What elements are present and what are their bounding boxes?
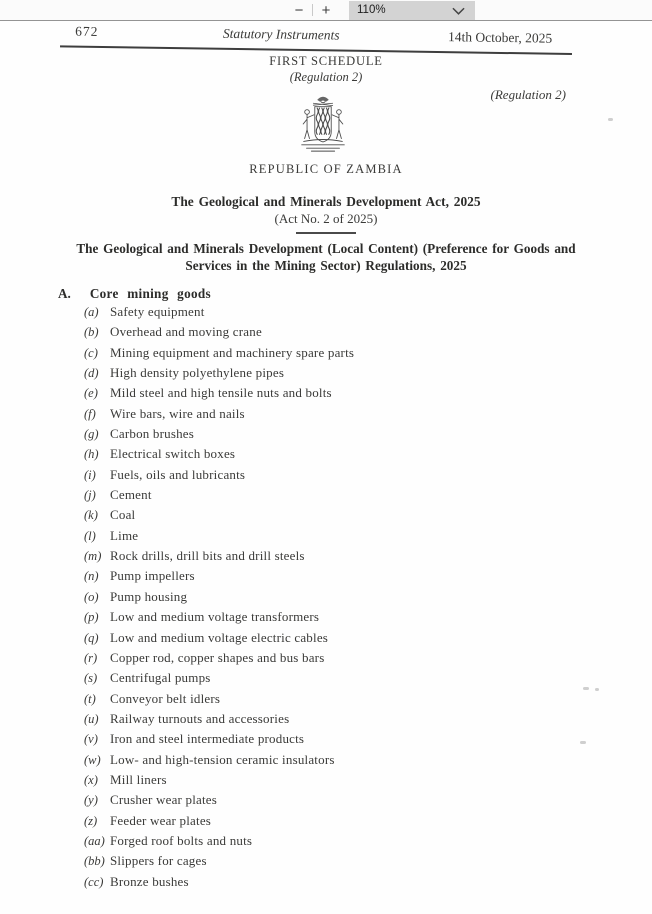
issue-date: 14th October, 2025 <box>448 29 553 46</box>
list-item-label: (l) <box>84 528 96 543</box>
list-item-text: Wire bars, wire and nails <box>110 405 245 421</box>
list-item <box>84 343 604 363</box>
list-item-label: (aa) <box>84 833 105 848</box>
list-item <box>84 566 604 586</box>
list-item-text: Overhead and moving crane <box>110 324 262 340</box>
list-item <box>84 770 604 790</box>
list-item <box>84 851 604 871</box>
section-title: Core mining goods <box>89 286 211 301</box>
list-item-text: Low and medium voltage electric cables <box>110 629 329 645</box>
list-item-text: Conveyor belt idlers <box>110 690 221 706</box>
list-item-label: (j) <box>84 488 96 503</box>
list-item-label: (w) <box>84 752 101 767</box>
list-item <box>84 444 604 464</box>
list-item <box>84 505 604 525</box>
list-item-text: Pump housing <box>110 588 188 604</box>
list-item-text: High density polyethylene pipes <box>110 365 285 381</box>
list-item <box>84 729 604 749</box>
list-item-text: Rock drills, drill bits and drill steels <box>110 548 305 564</box>
running-header <box>60 23 572 55</box>
goods-list <box>84 302 604 892</box>
list-item-text: Crusher wear plates <box>110 792 218 808</box>
list-item-label: (r) <box>84 650 98 665</box>
regulations-title: The Geological and Minerals Development (Local Content) (Preference for Goods and Services in the Mining Sector) Regulations, 2025 <box>76 241 576 273</box>
list-item <box>84 302 604 322</box>
list-item-label: (u) <box>84 711 99 726</box>
list-item <box>84 322 604 342</box>
list-item-text: Copper rod, copper shapes and bus bars <box>110 649 325 665</box>
list-item-text: Mild steel and high tensile nuts and bolts <box>110 385 332 401</box>
divider-rule <box>296 232 356 234</box>
list-item-text: Cement <box>110 487 152 503</box>
list-item-label: (q) <box>84 630 99 645</box>
list-item-text: Railway turnouts and accessories <box>110 710 290 726</box>
list-item-label: (s) <box>84 671 98 686</box>
list-item-text: Low- and high-tension ceramic insulators <box>110 751 335 767</box>
list-item-label: (m) <box>84 549 102 564</box>
list-item <box>84 607 604 627</box>
zoom-controls <box>286 0 475 20</box>
chevron-down-icon <box>452 7 465 15</box>
list-item <box>84 383 604 403</box>
list-item-text: Carbon brushes <box>110 426 195 442</box>
list-item-label: (g) <box>84 427 99 442</box>
document-page <box>0 21 652 914</box>
list-item-label: (y) <box>84 793 98 808</box>
zoom-level-value: 110% <box>357 4 386 16</box>
list-item-text: Pump impellers <box>110 568 195 584</box>
republic-heading: REPUBLIC OF ZAMBIA <box>249 162 403 176</box>
list-item-label: (d) <box>84 366 99 381</box>
list-item <box>84 689 604 709</box>
list-item-label: (z) <box>84 813 98 828</box>
list-item-label: (a) <box>84 305 99 319</box>
list-item <box>84 872 604 892</box>
list-item-label: (bb) <box>84 854 105 869</box>
page-number: 672 <box>75 23 99 39</box>
list-item-label: (t) <box>84 691 96 706</box>
list-item-text: Coal <box>110 507 136 523</box>
list-item <box>84 546 604 566</box>
list-item-label: (b) <box>84 325 99 340</box>
list-item-label: (cc) <box>84 874 104 889</box>
section-label: A. <box>58 286 71 301</box>
list-item <box>84 831 604 851</box>
list-item-text: Safety equipment <box>110 304 205 319</box>
list-item-text: Lime <box>110 527 139 543</box>
scan-speck <box>583 687 589 690</box>
list-item-text: Electrical switch boxes <box>110 446 236 462</box>
list-item <box>84 709 604 729</box>
list-item-label: (o) <box>84 589 99 604</box>
scan-speck <box>608 118 613 121</box>
list-item-text: Bronze bushes <box>110 873 189 889</box>
list-item-text: Low and medium voltage transformers <box>110 609 320 625</box>
list-item <box>84 628 604 648</box>
regulation-note-right: (Regulation 2) <box>490 87 566 102</box>
list-item <box>84 485 604 505</box>
list-item <box>84 648 604 668</box>
list-item-label: (x) <box>84 772 98 787</box>
list-item-text: Centrifugal pumps <box>110 670 211 686</box>
list-item-label: (c) <box>84 345 98 360</box>
scan-speck <box>580 741 586 744</box>
list-item-text: Feeder wear plates <box>110 812 212 828</box>
list-item-label: (f) <box>84 406 96 421</box>
list-item-text: Fuels, oils and lubricants <box>110 466 246 482</box>
list-item <box>84 587 604 607</box>
scan-speck <box>595 688 599 691</box>
list-item <box>84 526 604 546</box>
list-item-label: (e) <box>84 386 98 401</box>
schedule-subtitle: (Regulation 2) <box>289 70 363 84</box>
zambia-coat-of-arms-icon <box>294 93 352 157</box>
list-item <box>84 465 604 485</box>
act-subtitle: (Act No. 2 of 2025) <box>274 211 378 226</box>
list-item-text: Mining equipment and machinery spare parts <box>110 344 355 360</box>
journal-title: Statutory Instruments <box>222 25 340 43</box>
list-item <box>84 668 604 688</box>
list-item <box>84 750 604 770</box>
list-item <box>84 424 604 444</box>
list-item <box>84 404 604 424</box>
list-item <box>84 811 604 831</box>
list-item <box>84 790 604 810</box>
list-item-text: Forged roof bolts and nuts <box>110 832 253 848</box>
list-item-label: (v) <box>84 732 98 747</box>
list-item-text: Mill liners <box>110 771 167 787</box>
list-item <box>84 363 604 383</box>
list-item-label: (h) <box>84 447 99 462</box>
act-title: The Geological and Minerals Development Act, 2025 <box>171 194 481 209</box>
list-item-label: (n) <box>84 569 99 584</box>
zoom-out-button[interactable]: − <box>294 1 304 19</box>
list-item-label: (i) <box>84 467 96 482</box>
list-item-text: Slippers for cages <box>110 853 207 869</box>
viewer-toolbar <box>0 0 652 21</box>
list-item-text: Iron and steel intermediate products <box>110 731 305 747</box>
section-heading <box>58 286 211 302</box>
list-item-label: (k) <box>84 508 98 523</box>
zoom-level-select[interactable] <box>349 1 475 20</box>
schedule-title: FIRST SCHEDULE <box>269 54 383 68</box>
list-item-label: (p) <box>84 610 99 625</box>
zoom-in-button[interactable]: + <box>321 1 331 19</box>
